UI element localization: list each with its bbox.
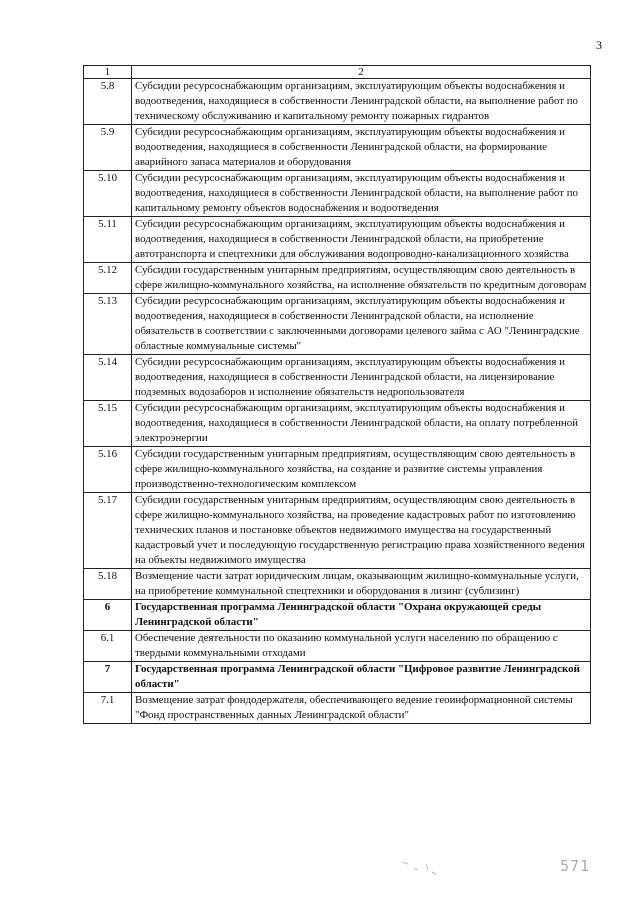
column-header-number: 1 bbox=[84, 66, 132, 79]
row-number: 5.8 bbox=[84, 79, 132, 125]
row-text: Государственная программа Ленинградской области "Цифровое развитие Ленинградской области" bbox=[132, 662, 591, 693]
table-row bbox=[84, 401, 591, 447]
row-number: 7.1 bbox=[84, 693, 132, 724]
row-text: Субсидии ресурсоснабжающим организациям, эксплуатирующим объекты водоснабжения и водоотведения, находящиеся в собственности Ленинградской области, на исполнение обязательств в соответствии с заключенными договорами целевого займа с АО "Ленинградские областные коммунальные системы" bbox=[132, 294, 591, 355]
row-number: 5.16 bbox=[84, 447, 132, 493]
row-text: Возмещение части затрат юридическим лицам, оказывающим жилищно-коммунальные услуги, на приобретение коммунальной спецтехники и оборудования в лизинг (сублизинг) bbox=[132, 569, 591, 600]
table-row bbox=[84, 171, 591, 217]
row-number: 5.18 bbox=[84, 569, 132, 600]
table-row bbox=[84, 125, 591, 171]
page-number: 3 bbox=[596, 38, 602, 52]
column-header-text: 2 bbox=[132, 66, 591, 79]
row-number: 6.1 bbox=[84, 631, 132, 662]
row-number: 5.13 bbox=[84, 294, 132, 355]
table-body bbox=[84, 79, 591, 724]
table-row bbox=[84, 294, 591, 355]
row-number: 5.11 bbox=[84, 217, 132, 263]
table-row bbox=[84, 662, 591, 693]
row-text: Субсидии ресурсоснабжающим организациям, эксплуатирующим объекты водоснабжения и водоотведения, находящиеся в собственности Ленинградской области, на оплату потребленной электроэнергии bbox=[132, 401, 591, 447]
row-text: Субсидии ресурсоснабжающим организациям, эксплуатирующим объекты водоснабжения и водоотведения, находящиеся в собственности Ленинградской области, на выполнение работ по техническому обслуживанию и капитальному ремонту пожарных гидрантов bbox=[132, 79, 591, 125]
row-text: Субсидии ресурсоснабжающим организациям, эксплуатирующим объекты водоснабжения и водоотведения, находящиеся в собственности Ленинградской области, на приобретение автотранспорта и спецтехники для обслуживания водопроводно-канализационного хозяйства bbox=[132, 217, 591, 263]
scan-artifact-mark bbox=[400, 858, 440, 878]
row-text: Субсидии государственным унитарным предприятиям, осуществляющим свою деятельность в сфере жилищно-коммунального хозяйства, на создание и развитие системы управления производственно-технологическим комплексом bbox=[132, 447, 591, 493]
table-row bbox=[84, 263, 591, 294]
table-row bbox=[84, 693, 591, 724]
row-text: Субсидии ресурсоснабжающим организациям, эксплуатирующим объекты водоснабжения и водоотведения, находящиеся в собственности Ленинградской области, на лицензирование подземных водозаборов и исполнение обязательств недропользователя bbox=[132, 355, 591, 401]
stamp-number: 571 bbox=[560, 857, 591, 875]
row-text: Обеспечение деятельности по оказанию коммунальной услуги населению по обращению с твердыми коммунальными отходами bbox=[132, 631, 591, 662]
row-number: 5.15 bbox=[84, 401, 132, 447]
row-text: Возмещение затрат фондодержателя, обеспечивающего ведение геоинформационной системы "Фонд пространственных данных Ленинградской области" bbox=[132, 693, 591, 724]
row-text: Субсидии ресурсоснабжающим организациям, эксплуатирующим объекты водоснабжения и водоотведения, находящиеся в собственности Ленинградской области, на формирование аварийного запаса материалов и оборудования bbox=[132, 125, 591, 171]
row-number: 5.17 bbox=[84, 493, 132, 569]
table-row bbox=[84, 493, 591, 569]
row-number: 6 bbox=[84, 600, 132, 631]
row-number: 5.14 bbox=[84, 355, 132, 401]
row-text: Субсидии государственным унитарным предприятиям, осуществляющим свою деятельность в сфере жилищно-коммунального хозяйства, на исполнение обязательств по кредитным договорам bbox=[132, 263, 591, 294]
table-header-row bbox=[84, 66, 591, 79]
row-number: 7 bbox=[84, 662, 132, 693]
table-row bbox=[84, 631, 591, 662]
row-number: 5.10 bbox=[84, 171, 132, 217]
table-row bbox=[84, 355, 591, 401]
table-row bbox=[84, 447, 591, 493]
table-row bbox=[84, 217, 591, 263]
row-text: Субсидии ресурсоснабжающим организациям, эксплуатирующим объекты водоснабжения и водоотведения, находящиеся в собственности Ленинградской области, на выполнение работ по капитальному ремонту объектов водоснабжения и водоотведения bbox=[132, 171, 591, 217]
table-row bbox=[84, 79, 591, 125]
row-number: 5.12 bbox=[84, 263, 132, 294]
document-table bbox=[83, 65, 591, 724]
row-text: Государственная программа Ленинградской области "Охрана окружающей среды Ленинградской области" bbox=[132, 600, 591, 631]
table-row bbox=[84, 600, 591, 631]
row-text: Субсидии государственным унитарным предприятиям, осуществляющим свою деятельность в сфере жилищно-коммунального хозяйства, на проведение кадастровых работ по изготовлению технических планов и постановке объектов недвижимого имущества на государственный кадастровый учет и последующую государственную регистрацию права хозяйственного ведения на объекты недвижимого имущества bbox=[132, 493, 591, 569]
row-number: 5.9 bbox=[84, 125, 132, 171]
table-row bbox=[84, 569, 591, 600]
